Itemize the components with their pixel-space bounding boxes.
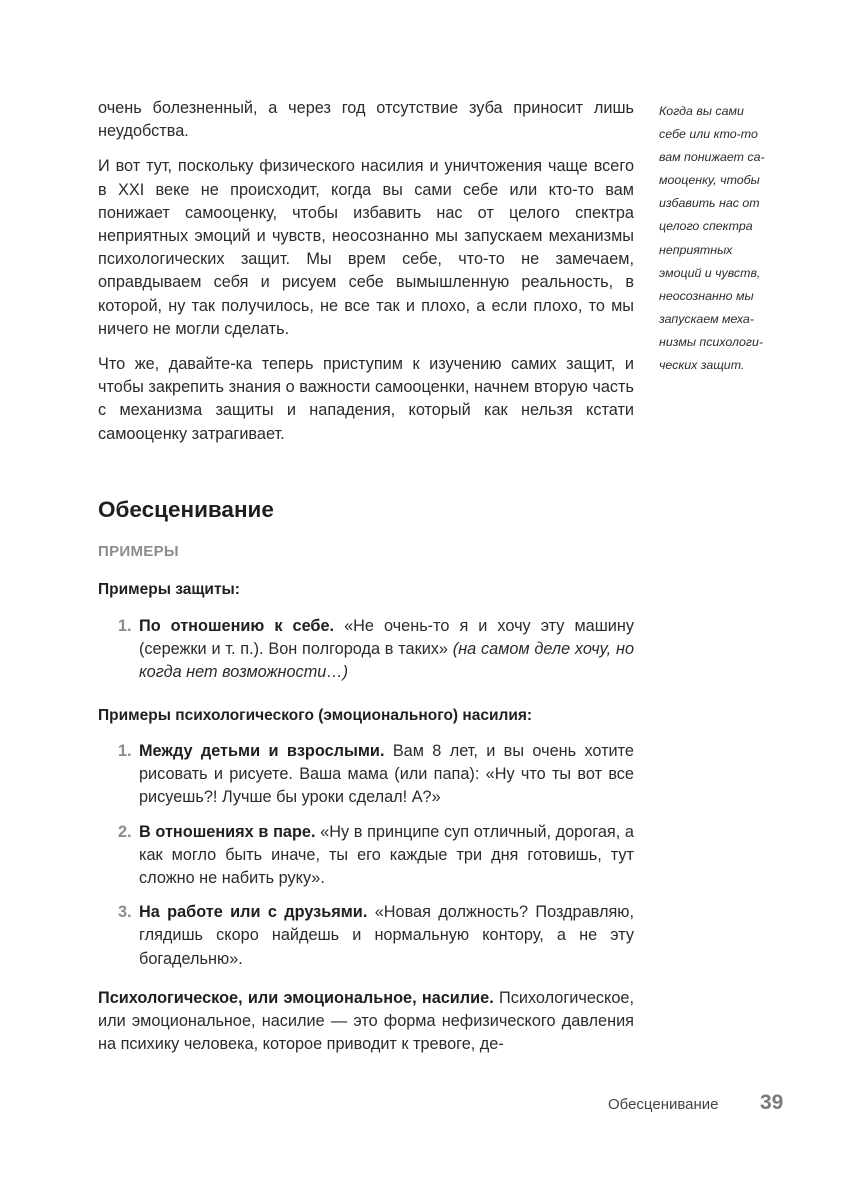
closing-lead: Психологическое, или эмоциональное, насилие.: [98, 989, 494, 1007]
list-item: [98, 615, 634, 685]
page-number: 39: [760, 1091, 784, 1114]
margin-quote-line: запускаем меха-: [659, 311, 754, 326]
list-item: [98, 901, 634, 971]
abuse-heading: Примеры психологического (эмоционального) насилия:: [98, 707, 533, 724]
running-footer: Обесценивание: [608, 1096, 719, 1113]
list-lead: Между детьми и взрослыми.: [139, 742, 385, 760]
list-number: 1.: [118, 742, 132, 760]
list-number: 3.: [118, 903, 132, 922]
margin-quote-line: ческих защит.: [659, 358, 745, 373]
list-item: [98, 740, 634, 810]
margin-quote-line: Когда вы сами: [659, 104, 744, 118]
paragraph-3: Что же, давайте-ка теперь приступим к изучению самих защит, и чтобы закрепить знания о важности самооценки, начнем вторую часть с механизма защиты и нападения, который как нельзя кстати самооценку затрагивает.: [98, 355, 634, 443]
list-number: 2.: [118, 822, 132, 841]
list-text: «Ну в принципе суп отличный, дорогая, а как могло быть иначе, ты его каждые три дня готовишь, тут сложно не набить руку».: [139, 822, 634, 888]
section-subtitle: ПРИМЕРЫ: [98, 543, 179, 560]
margin-quote-line: мооценку, чтобы: [659, 173, 760, 188]
list-italic: (на самом деле хочу, но когда нет возможности…): [139, 640, 634, 682]
margin-quote-line: эмоций и чувств,: [659, 265, 761, 280]
list-text: «Новая должность? Поздравляю, глядишь скоро найдешь и нормальную контору, а не эту богадельню».: [139, 903, 634, 968]
paragraph-2: И вот тут, поскольку физического насилия и уничтожения чаще всего в XXI веке не происходит, когда вы сами себе или кто-то вам понижает самооценку, чтобы избавить нас от целого спектра неприятных эмоций и чувств, неосознанно мы запускаем механизмы психологических защит. Мы врем себе, что-то не замечаем, оправдываем себя и рисуем себе вымышленную реальность, в которой, ну так получилось, не все так и плохо, а если плохо, то мы ничего не могли сделать.: [98, 157, 634, 338]
section-title: Обесценивание: [98, 497, 274, 522]
margin-quote-line: неосознанно мы: [659, 288, 754, 303]
margin-quote-line: вам понижает са-: [659, 150, 765, 165]
paragraph-1: очень болезненный, а через год отсутствие зуба приносит лишь неудобства.: [98, 99, 634, 141]
defense-list: [98, 615, 634, 696]
list-lead: На работе или с друзьями.: [139, 903, 368, 922]
list-lead: По отношению к себе.: [139, 617, 335, 635]
margin-quote-line: низмы психологи-: [659, 334, 763, 349]
body-text: [98, 97, 634, 458]
list-text: Вам 8 лет, и вы очень хотите рисовать и рисуете. Ваша мама (или папа): «Ну что ты вот все рисуешь?! Лучше бы уроки сделал! А?»: [139, 742, 634, 807]
list-item: [98, 821, 634, 891]
closing-text: Психологическое, или эмоциональное, насилие — это форма нефизического давления на психику человека, которое приводит к тревоге, де-: [98, 989, 634, 1054]
margin-quote-line: неприятных: [659, 242, 733, 257]
margin-quote-line: целого спектра: [659, 219, 753, 234]
defense-heading: Примеры защиты:: [98, 581, 240, 598]
margin-quote-line: избавить нас от: [659, 196, 760, 211]
abuse-list: [98, 740, 634, 982]
list-text: «Не очень-то я и хочу эту машину (сережки и т. п.). Вон полгорода в таких»: [139, 617, 634, 659]
list-lead: В отношениях в паре.: [139, 822, 316, 841]
list-number: 1.: [118, 617, 132, 635]
margin-quote: [659, 100, 799, 377]
margin-quote-line: себе или кто-то: [659, 127, 758, 142]
closing-paragraph: [98, 987, 634, 1057]
